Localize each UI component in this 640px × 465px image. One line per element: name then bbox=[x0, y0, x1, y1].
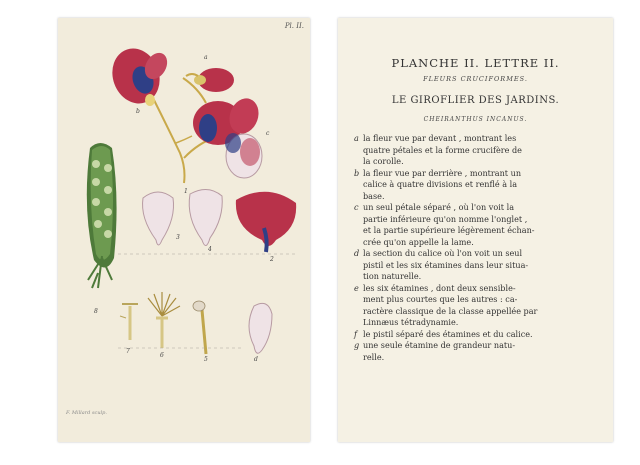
page-title: PLANCHE II. LETTRE II. bbox=[391, 56, 560, 70]
item-text: la fleur vue par devant , montrant les quatre pétales et la forme crucifère de la corolle. bbox=[363, 133, 522, 166]
item-text: les six étamines , dont deux sensible- ment plus courtes que les autres : ca- ractère classique de la classe appellée par Linnæus tétradynamie. bbox=[363, 282, 538, 327]
latin-name: CHEIRANTHUS INCANUS. bbox=[423, 116, 528, 123]
single-petal bbox=[189, 189, 222, 245]
figure-label-4: 4 bbox=[208, 246, 212, 253]
list-item bbox=[354, 202, 602, 248]
red-petal bbox=[236, 192, 296, 252]
flower-stem bbox=[153, 98, 185, 183]
item-text: la section du calice où l'on voit un seul pistil et les six étamines dans leur situa- tion naturelle. bbox=[363, 248, 529, 281]
plant-name-heading: LE GIROFLIER DES JARDINS. bbox=[391, 95, 560, 106]
list-item bbox=[354, 248, 602, 283]
figure-label-3: 3 bbox=[176, 234, 180, 241]
item-text: la fleur vue par derrière , montrant un calice à quatre divisions et renflé à la base. bbox=[363, 167, 522, 201]
figure-label-6: 6 bbox=[160, 352, 164, 359]
stamens bbox=[148, 292, 180, 348]
item-text: le pistil séparé des étamines et du calice. bbox=[363, 328, 533, 339]
botanical-illustration bbox=[58, 18, 310, 442]
engraver-credit: F. Millard sculp. bbox=[66, 410, 107, 416]
single-stamen bbox=[193, 301, 206, 354]
figure-label-5: 5 bbox=[204, 356, 208, 363]
page-subtitle: FLEURS CRUCIFORMES. bbox=[423, 75, 528, 83]
figure-label-7: 7 bbox=[126, 348, 130, 355]
list-item bbox=[354, 133, 602, 168]
text-page bbox=[338, 18, 613, 442]
item-letter: d bbox=[354, 248, 360, 258]
item-letter: a bbox=[354, 133, 359, 143]
list-item bbox=[354, 283, 602, 329]
figure-label-b: b bbox=[136, 108, 140, 115]
figure-label-8: 8 bbox=[94, 308, 98, 315]
flower-side-view bbox=[225, 133, 262, 178]
flower-stem bbox=[176, 136, 192, 143]
flower-bud bbox=[186, 68, 234, 92]
item-letter: e bbox=[354, 282, 359, 293]
botanical-plate-page bbox=[58, 18, 310, 442]
pistil bbox=[120, 304, 138, 340]
figure-label-1: 1 bbox=[184, 188, 188, 195]
item-text: une seule étamine de grandeur natu- relle. bbox=[363, 340, 516, 362]
plate-number: Pl. II. bbox=[284, 22, 304, 30]
item-letter: c bbox=[354, 202, 359, 212]
item-letter: b bbox=[354, 167, 360, 178]
figure-label-d: d bbox=[254, 356, 258, 363]
item-letter: g bbox=[354, 340, 360, 350]
figure-label-c: c bbox=[266, 130, 270, 137]
item-letter: f bbox=[354, 328, 357, 339]
seed-pod bbox=[87, 143, 117, 288]
description-list bbox=[354, 133, 602, 363]
single-petal bbox=[143, 192, 174, 245]
figure-label-2: 2 bbox=[270, 256, 274, 263]
item-text: un seul pétale séparé , où l'on voit la partie inférieure qu'on nomme l'onglet , et la partie supérieure légèrement échan- crée qu'on appelle la lame. bbox=[363, 202, 535, 247]
figure-label-a: a bbox=[204, 54, 208, 61]
list-item bbox=[354, 168, 602, 203]
list-item bbox=[354, 329, 602, 341]
calice-section bbox=[249, 303, 272, 353]
flower-front-view bbox=[105, 42, 172, 110]
list-item bbox=[354, 340, 602, 363]
